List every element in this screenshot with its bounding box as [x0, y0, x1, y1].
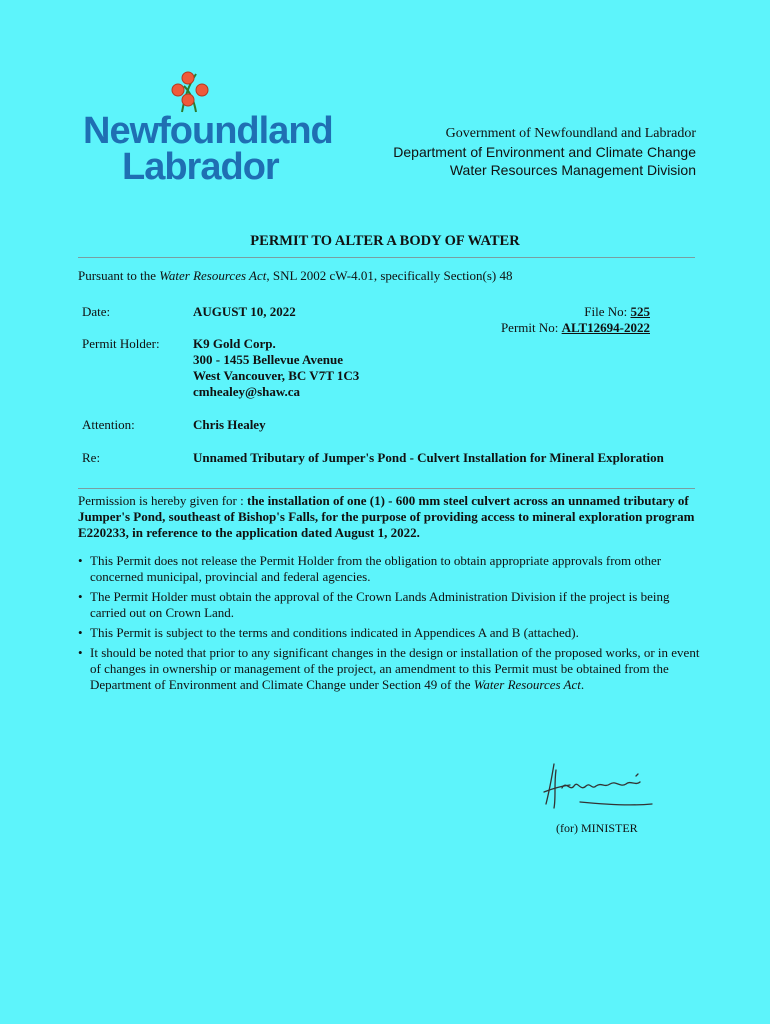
permit-holder-address	[193, 336, 359, 400]
signature-caption: (for) MINISTER	[556, 821, 638, 835]
holder-name: K9 Gold Corp.	[193, 336, 276, 351]
permit-no-label: Permit No:	[500, 320, 562, 335]
divider	[78, 488, 695, 489]
division-name: Water Resources Management Division	[449, 162, 696, 178]
act-name: Water Resources Act	[159, 268, 267, 283]
act-name: Water Resources Act	[473, 677, 581, 692]
document-title: PERMIT TO ALTER A BODY OF WATER	[250, 233, 520, 249]
condition-item	[78, 645, 700, 693]
condition-item: • The Permit Holder must obtain the approval of the Crown Lands Administration Division if the project is being carried out on Crown Land.	[78, 589, 700, 621]
file-number: 525	[630, 304, 650, 319]
permission-body: the installation of one (1) - 600 mm steel culvert across an unnamed tributary of Jumper's Pond, southeast of Bishop's Falls, for the purpose of providing access to mineral exploration program E220233, in reference to the application dated August 1, 2022.	[78, 493, 695, 540]
attention-label: Attention:	[82, 417, 135, 432]
re-value: Unnamed Tributary of Jumper's Pond - Culvert Installation for Mineral Exploration	[193, 450, 664, 465]
holder-street: 300 - 1455 Bellevue Avenue	[193, 352, 343, 367]
date-label: Date:	[82, 304, 111, 319]
permission-paragraph	[78, 493, 698, 541]
logo-labrador-text: Labrador	[122, 146, 279, 188]
condition-end: .	[580, 677, 585, 692]
file-permit-block	[501, 304, 650, 336]
condition-text: It should be noted that prior to any significant changes in the design or installation of the proposed works, or in event of changes in ownership or management of the project, an amendment to this Permit must be obtained from the Department of Environment and Climate Change under Section 49 of the	[90, 645, 700, 692]
holder-city: West Vancouver, BC V7T 1C3	[193, 368, 360, 383]
re-label: Re:	[82, 450, 101, 465]
holder-email: cmhealey@shaw.ca	[193, 384, 301, 399]
department-name: Department of Environment and Climate Change	[393, 144, 696, 160]
permit-holder-label: Permit Holder:	[82, 336, 160, 351]
date-value: AUGUST 10, 2022	[193, 304, 296, 319]
logo-newfoundland-text: Newfoundland	[83, 110, 333, 152]
condition-item: • This Permit does not release the Permit Holder from the obligation to obtain appropriate approvals from other concerned municipal, provincial and federal agencies.	[78, 553, 700, 585]
file-number-row	[501, 304, 650, 320]
conditions-list	[78, 553, 700, 697]
divider	[78, 257, 695, 258]
permit-number-row	[501, 320, 650, 336]
condition-item: • This Permit is subject to the terms and conditions indicated in Appendices A and B (attached).	[78, 625, 700, 641]
pursuant-prefix: Pursuant to the	[78, 268, 160, 283]
pursuant-suffix: , SNL 2002 cW-4.01, specifically Section(s) 48	[266, 268, 513, 283]
permission-prefix: Permission is hereby given for :	[78, 493, 247, 508]
permit-number: ALT12694-2022	[561, 320, 650, 335]
government-name: Government of Newfoundland and Labrador	[445, 126, 696, 141]
attention-value: Chris Healey	[193, 417, 266, 432]
file-label: File No:	[584, 304, 631, 319]
signature-image	[540, 758, 660, 814]
pursuant-line	[78, 268, 512, 284]
handwritten-signature-icon	[540, 758, 660, 814]
